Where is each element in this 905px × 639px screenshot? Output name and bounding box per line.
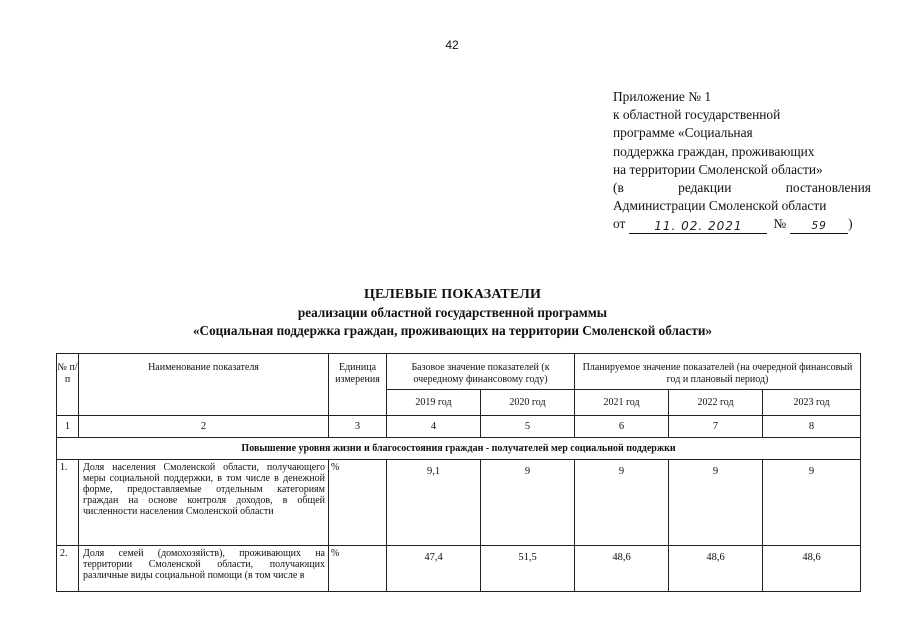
- table-row: [57, 460, 861, 546]
- row-index: 2.: [57, 546, 79, 592]
- column-number: 6: [575, 416, 669, 438]
- indicator-unit: %: [329, 546, 387, 592]
- column-number: 3: [329, 416, 387, 438]
- section-title: Повышение уровня жизни и благосостояния граждан - получателей мер социальной поддержки: [57, 438, 861, 460]
- year-header: 2023 год: [763, 390, 861, 416]
- appendix-block: [613, 88, 871, 234]
- value-cell: 9: [763, 460, 861, 546]
- appendix-edition-line: [613, 179, 871, 197]
- handwritten-number: 59: [790, 219, 848, 234]
- appendix-admin-line: Администрации Смоленской области: [613, 198, 827, 214]
- value-cell: 9: [669, 460, 763, 546]
- closing-paren: ): [848, 216, 853, 232]
- appendix-line: программе «Социальная: [613, 125, 753, 141]
- edition-word: (в: [613, 180, 624, 196]
- header-row: [57, 354, 861, 390]
- value-cell: 48,6: [669, 546, 763, 592]
- appendix-line: поддержка граждан, проживающих: [613, 143, 815, 159]
- title-line-1: ЦЕЛЕВЫЕ ПОКАЗАТЕЛИ: [363, 287, 542, 302]
- indicator-unit: %: [329, 460, 387, 546]
- year-header: 2022 год: [669, 390, 763, 416]
- from-label: от: [613, 216, 626, 232]
- appendix-line: к областной государственной: [613, 107, 781, 123]
- column-number: 5: [481, 416, 575, 438]
- header-name: Наименование показателя: [79, 354, 329, 416]
- number-label: №: [773, 216, 787, 232]
- indicator-name: Доля населения Смоленской области, получающего меры социальной поддержки, в том числе в денежной форме, предоставляемые отдельным категориям граждан на основе контроля доходов, в общей численности населения Смоленской области: [79, 460, 329, 546]
- value-cell: 9,1: [387, 460, 481, 546]
- indicator-name-cell: [79, 546, 329, 592]
- document-title: [0, 286, 905, 340]
- edition-word: постановления: [785, 180, 871, 196]
- handwritten-date: 11. 02. 2021: [629, 219, 767, 234]
- table-row: [57, 546, 861, 592]
- appendix-line: Приложение № 1: [613, 89, 712, 104]
- year-header: 2020 год: [481, 390, 575, 416]
- title-line-3: «Социальная поддержка граждан, проживающих на территории Смоленской области»: [192, 323, 713, 338]
- column-number: 2: [79, 416, 329, 438]
- title-line-2: реализации областной государственной программы: [297, 305, 608, 320]
- value-cell: 47,4: [387, 546, 481, 592]
- row-index: 1.: [57, 460, 79, 546]
- value-cell: 9: [575, 460, 669, 546]
- indicators-table: [56, 353, 861, 592]
- column-number: 1: [57, 416, 79, 438]
- page-number: 42: [445, 38, 459, 52]
- edition-word: редакции: [678, 180, 732, 196]
- column-number: 8: [763, 416, 861, 438]
- appendix-line: на территории Смоленской области»: [613, 161, 823, 177]
- value-cell: 48,6: [575, 546, 669, 592]
- column-number: 7: [669, 416, 763, 438]
- year-header: 2021 год: [575, 390, 669, 416]
- value-cell: 51,5: [481, 546, 575, 592]
- column-number-row: [57, 416, 861, 438]
- header-base: Базовое значение показателей (к очередному финансовому году): [387, 354, 575, 390]
- value-cell: 9: [481, 460, 575, 546]
- header-planned: Планируемое значение показателей (на очередной финансовый год и плановый период): [575, 354, 861, 390]
- header-unit: Единица измерения: [329, 354, 387, 416]
- appendix-signature-line: [613, 215, 871, 233]
- value-cell: 48,6: [763, 546, 861, 592]
- header-num: № п/п: [57, 354, 79, 416]
- indicator-name: Доля семей (домохозяйств), проживающих на территории Смоленской области, получающих различные виды социальной помощи (в том числе в: [83, 548, 325, 581]
- section-row: [57, 438, 861, 460]
- year-header: 2019 год: [387, 390, 481, 416]
- column-number: 4: [387, 416, 481, 438]
